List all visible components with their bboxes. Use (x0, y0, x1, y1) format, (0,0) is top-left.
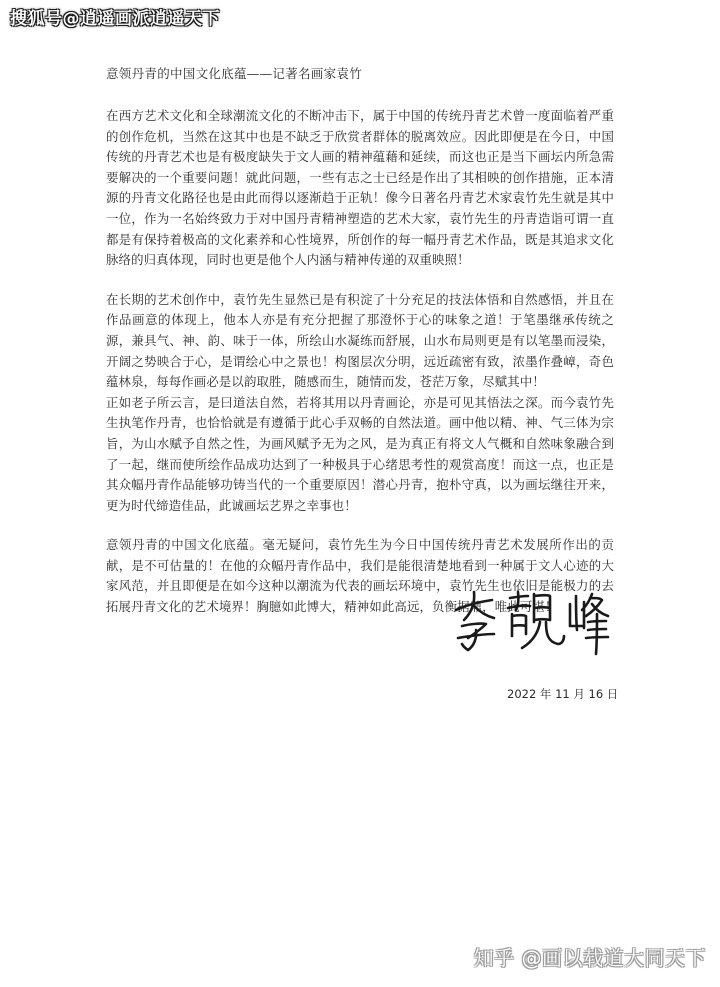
document-body (106, 64, 614, 618)
paragraph-2: 在长期的艺术创作中，袁竹先生显然已是有积淀了十分充足的技法体悟和自然感悟，并且在作品画意的体现上，他本人亦是有充分把握了那澄怀于心的味象之道！于笔墨继承传统之源，兼具气、神、韵、味于一体，所绘山水凝练而舒展，山水布局则更是有以笔墨而浸染，开阔之势映合于心，是谓绘心中之景也！构图层次分明，远近疏密有致，浓墨作叠嶂，奇色蕴林泉，每每作画必是以韵取胜，随感而生，随情而发，苍茫万象，尽赋其中！ (106, 291, 614, 390)
paragraph-1: 在西方艺术文化和全球潮流文化的不断冲击下，属于中国的传统丹青艺术曾一度面临着严重的创作危机，当然在这其中也是不缺乏于欣赏者群体的脱离效应。因此即便是在今日，中国传统的丹青艺术也是有极度缺失于文人画的精神蕴藉和延续，而这也正是当下画坛内所急需要解决的一个重要问题！就此问题，一些有志之士已经是作出了其相映的创作措施，正本清源的丹青文化路径也是由此而得以逐渐趋于正轨！像今日著名丹青艺术家袁竹先生就是其中一位，作为一名始终致力于对中国丹青精神塑造的艺术大家，袁竹先生的丹青造诣可谓一直都是有保持着极高的文化素养和心性境界，所创作的每一幅丹青艺术作品，既是其追求文化脉络的归真体现，同时也更是他个人内涵与精神传递的双重映照！ (106, 108, 614, 268)
watermark-top: 搜狐号@逍遥画派逍遥天下 (10, 9, 220, 29)
watermark-bottom: 知乎 @画以载道大同天下 (473, 946, 706, 970)
document-title: 意领丹青的中国文化底蕴——记著名画家袁竹 (106, 66, 363, 81)
paragraph-4: 意领丹青的中国文化底蕴。毫无疑问，袁竹先生为今日中国传统丹青艺术发展所作出的贡献，是不可估量的！在他的众幅丹青作品中，我们是能很清楚地看到一种属于文人心迹的大家风范，并且即便是在如今这种以潮流为代表的画坛环境中，袁竹先生也依旧是能极力的去拓展丹青文化的艺术境界！胸臆如此博大，精神如此高远，负衡据鼎，唯此可堪！ (106, 537, 614, 615)
handwritten-signature (450, 586, 610, 656)
paragraph-3: 正如老子所云言，是曰道法自然，若将其用以丹青画论，亦是可见其悟法之深。而今袁竹先生执笔作丹青，也恰恰就是有遵循于此心手双畅的自然法道。画中他以精、神、气三体为宗旨，为山水赋予自然之性，为画风赋予无为之风，是为真正有将文人气概和自然味象融合到了一起，继而使所绘作品成功达到了一种极具于心绪思考性的观赏高度！而这一点，也正是其众幅丹青作品能够功铸当代的一个重要原因！潜心丹青，抱朴守真，以为画坛继往开来，更为时代缔造佳品，此诚画坛艺界之幸事也！ (106, 394, 614, 513)
document-date: 2022 年 11 月 16 日 (507, 687, 619, 701)
